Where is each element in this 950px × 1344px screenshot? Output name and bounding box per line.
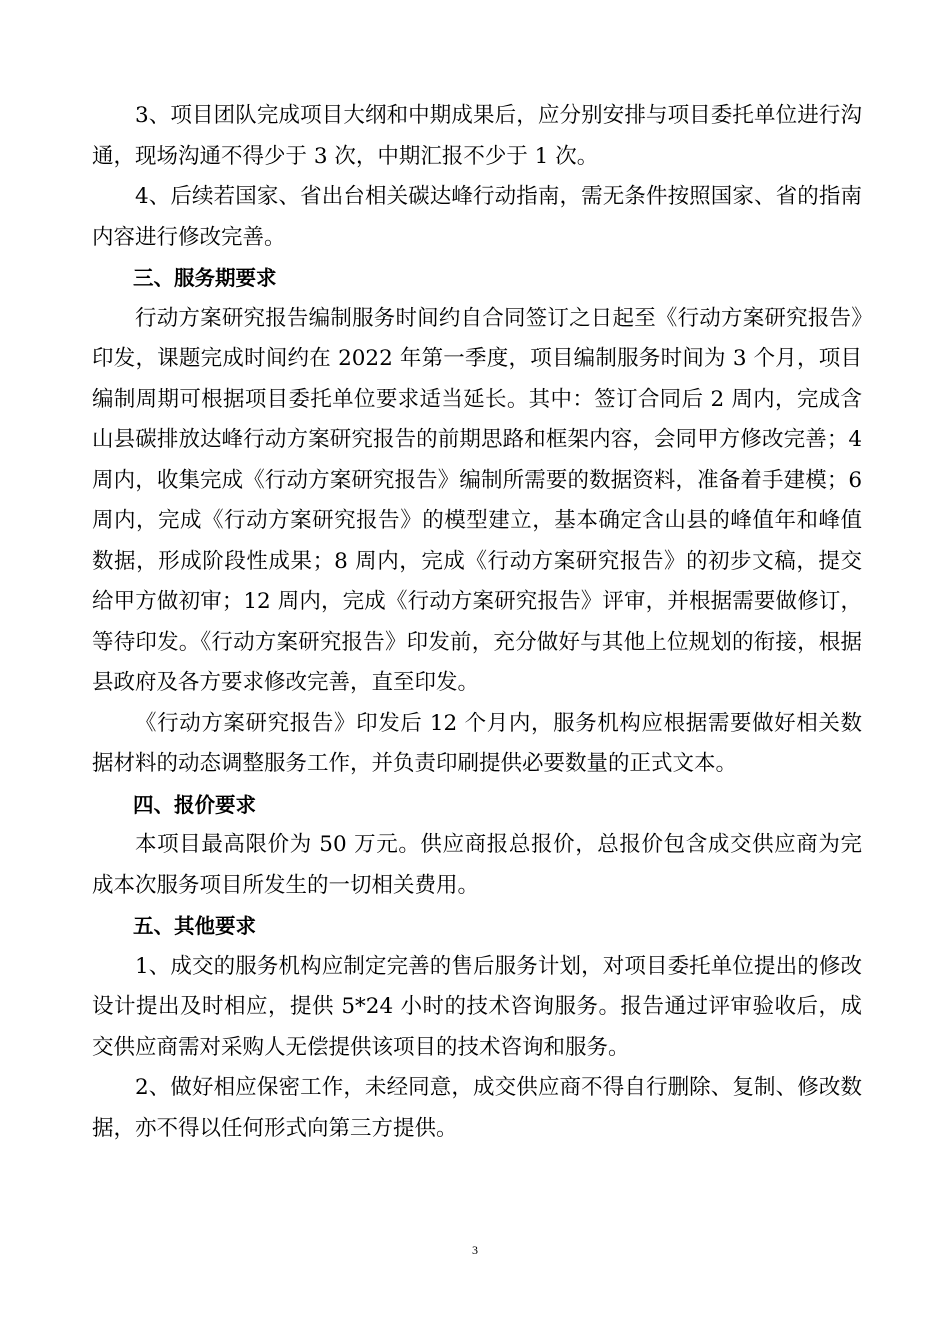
paragraph-quotation: 本项目最高限价为 50 万元。供应商报总报价，总报价包含成交供应商为完成本次服务项目所发生的一切相关费用。 xyxy=(92,832,862,898)
section-heading-quotation: 四、报价要求 xyxy=(133,792,256,817)
paragraph-post-release: 《行动方案研究报告》印发后 12 个月内，服务机构应根据需要做好相关数据材料的动态调整服务工作，并负责印刷提供必要数量的正式文本。 xyxy=(92,710,862,776)
section-heading-other-requirements: 五、其他要求 xyxy=(133,914,256,938)
paragraph-confidentiality: 2、做好相应保密工作，未经同意，成交供应商不得自行删除、复制、修改数据，亦不得以任何形式向第三方提供。 xyxy=(92,1075,862,1141)
document-body xyxy=(92,96,862,1149)
paragraph-item-3: 3、项目团队完成项目大纲和中期成果后，应分别安排与项目委托单位进行沟通，现场沟通不得少于 3 次，中期汇报不少于 1 次。 xyxy=(92,103,862,169)
paragraph-after-sales: 1、成交的服务机构应制定完善的售后服务计划，对项目委托单位提出的修改设计提出及时相应，提供 5*24 小时的技术咨询服务。报告通过评审验收后，成交供应商需对采购人无偿提供该项目的技术咨询和服务。 xyxy=(92,953,862,1060)
page-number: 3 xyxy=(472,1243,478,1257)
section-heading-service-period: 三、服务期要求 xyxy=(133,266,277,290)
paragraph-item-4: 4、后续若国家、省出台相关碳达峰行动指南，需无条件按照国家、省的指南内容进行修改完善。 xyxy=(92,184,862,250)
paragraph-service-period: 行动方案研究报告编制服务时间约自合同签订之日起至《行动方案研究报告》印发，课题完成时间约在 2022 年第一季度，项目编制服务时间为 3 个月，项目编制周期可根据项目委托单位要求适当延长。其中：签订合同后 2 周内，完成含山县碳排放达峰行动方案研究报告的前期思路和框架内容，会同甲方修改完善；4 周内，收集完成《行动方案研究报告》编制所需要的数据资料，准备着手建模；6 周内，完成《行动方案研究报告》的模型建立，基本确定含山县的峰值年和峰值数据，形成阶段性成果；8 周内，完成《行动方案研究报告》的初步文稿，提交给甲方做初审；12 周内，完成《行动方案研究报告》评审，并根据需要做修订，等待印发。《行动方案研究报告》印发前，充分做好与其他上位规划的衔接，根据县政府及各方要求修改完善，直至印发。 xyxy=(92,305,862,695)
